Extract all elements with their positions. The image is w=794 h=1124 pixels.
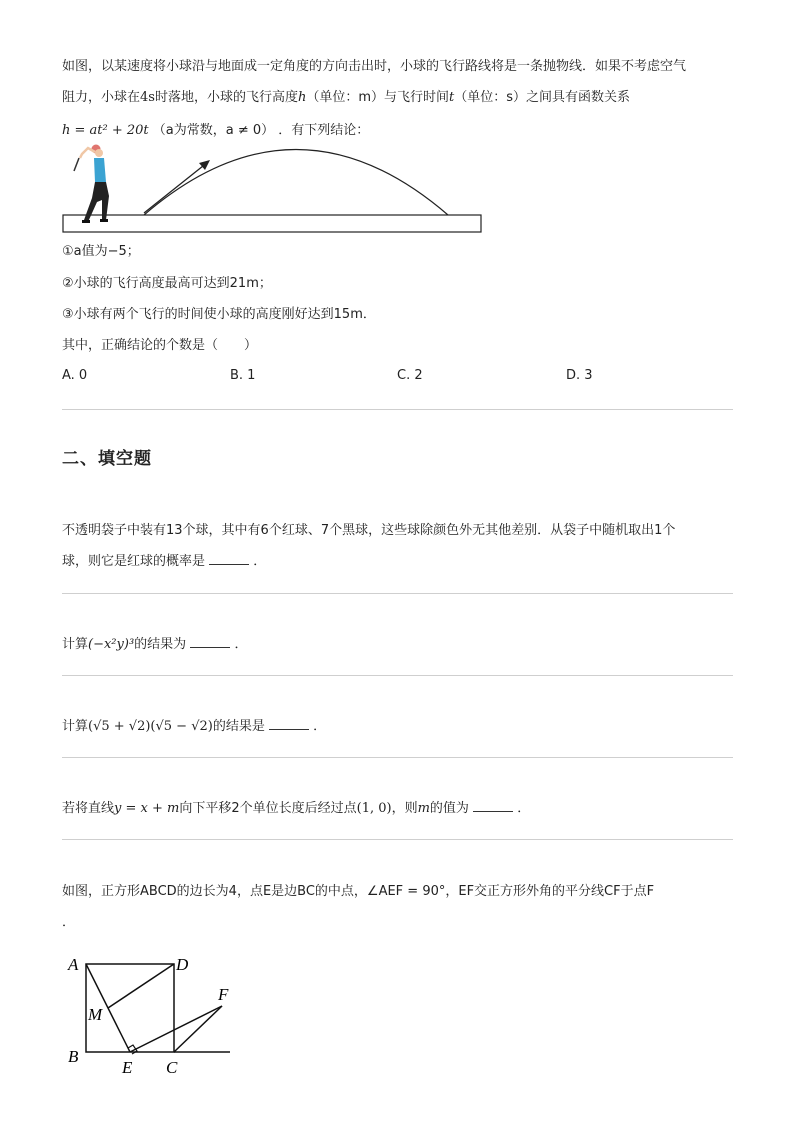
divider — [62, 409, 733, 410]
q1-var-t: t — [449, 90, 455, 105]
section-title: 二、填空题 — [62, 449, 152, 469]
q1-option-d[interactable]: D. 3 — [566, 368, 593, 383]
q2-line2 — [62, 552, 266, 572]
launch-arrow-shaft — [144, 162, 208, 213]
q1-question: 其中，正确结论的个数是（ ） — [62, 338, 258, 353]
divider — [62, 675, 733, 676]
q4-suffix: 的结果是 — [212, 719, 265, 734]
divider — [62, 839, 733, 840]
q2-end: ． — [253, 554, 267, 569]
q5-point: (1, 0) — [356, 801, 392, 816]
divider — [62, 757, 733, 758]
divider — [62, 593, 733, 594]
segment-ef — [130, 1006, 222, 1052]
q5-var-m: m — [417, 801, 430, 816]
q1-stem-line2 — [62, 88, 630, 108]
q1-text: （单位：m）与飞行时间 — [306, 90, 450, 105]
q1-option-b[interactable]: B. 1 — [230, 368, 256, 383]
segment-md — [108, 964, 174, 1008]
q2-text: 球，则它是红球的概率是 — [62, 554, 206, 569]
label-e: E — [122, 1058, 133, 1077]
q1-var-h: h — [297, 90, 307, 105]
q2-line1: 不透明袋子中装有13个球，其中有6个红球、7个黑球，这些球除颜色外无其他差别．从袋子中随机取出1个 — [62, 523, 676, 538]
q1-conclusion-1: ①a值为−5； — [62, 244, 140, 259]
q5-line-equation: y = x + m — [114, 801, 180, 816]
q3-expression: (−x²y)³ — [88, 637, 135, 652]
q1-formula-tail: ．有下列结论： — [278, 123, 370, 138]
q4-end: ． — [313, 719, 327, 734]
q1-text: 阻力，小球在 — [62, 90, 141, 105]
ground-rect — [63, 215, 481, 232]
label-a: A — [68, 955, 79, 974]
label-f: F — [218, 985, 229, 1004]
q1-conclusion-2: ②小球的飞行高度最高可达到21m； — [62, 276, 272, 291]
q6-line2: ． — [62, 915, 76, 930]
q3-prefix: 计算 — [62, 637, 89, 652]
q3-suffix: 的结果为 — [134, 637, 187, 652]
q1-option-c[interactable]: C. 2 — [397, 368, 423, 383]
label-d: D — [176, 955, 189, 974]
q1-time: 4s — [140, 90, 155, 105]
q1-stem-line1: 如图，以某速度将小球沿与地面成一定角度的方向击出时，小球的飞行路线将是一条抛物线．如果不考虑空气 — [62, 59, 687, 74]
q3-end: ． — [234, 637, 248, 652]
q4-prefix: 计算 — [62, 719, 89, 734]
q1-formula-note: （a为常数，a ≠ 0） — [152, 123, 275, 138]
golf-figure — [62, 140, 487, 236]
q1-formula: h = at² + 20t — [62, 123, 149, 138]
label-b: B — [68, 1047, 79, 1066]
q5-text: 若将直线 — [62, 801, 115, 816]
q1-conclusion-3: ③小球有两个飞行的时间使小球的高度刚好达到15m． — [62, 307, 376, 322]
q4-answer-blank[interactable] — [269, 717, 309, 730]
q5-text: ，则 — [391, 801, 418, 816]
q5-end: ． — [517, 801, 531, 816]
square-figure — [62, 948, 242, 1078]
q5-line — [62, 799, 530, 819]
q1-formula-line — [62, 121, 369, 141]
label-m: M — [88, 1005, 103, 1024]
q2-answer-blank[interactable] — [209, 552, 249, 565]
golfer-icon — [74, 145, 109, 224]
q5-text: 的值为 — [429, 801, 469, 816]
q4-expression: (√5 + √2)(√5 − √2) — [88, 719, 213, 734]
q4-line — [62, 717, 326, 737]
q3-answer-blank[interactable] — [190, 635, 230, 648]
q6-line1: 如图，正方形ABCD的边长为4，点E是边BC的中点，∠AEF = 90°，EF交正方形外角的平分线CF于点F — [62, 884, 655, 899]
q1-text: 时落地，小球的飞行高度 — [154, 90, 298, 105]
q5-text: 向下平移2个单位长度后经过点 — [179, 801, 357, 816]
q1-text: （单位：s）之间具有函数关系 — [454, 90, 631, 105]
q5-answer-blank[interactable] — [473, 799, 513, 812]
label-c: C — [166, 1058, 178, 1077]
q1-option-a[interactable]: A. 0 — [62, 368, 88, 383]
q3-line — [62, 635, 247, 655]
segment-cf — [174, 1006, 222, 1052]
flight-parabola — [144, 150, 448, 216]
